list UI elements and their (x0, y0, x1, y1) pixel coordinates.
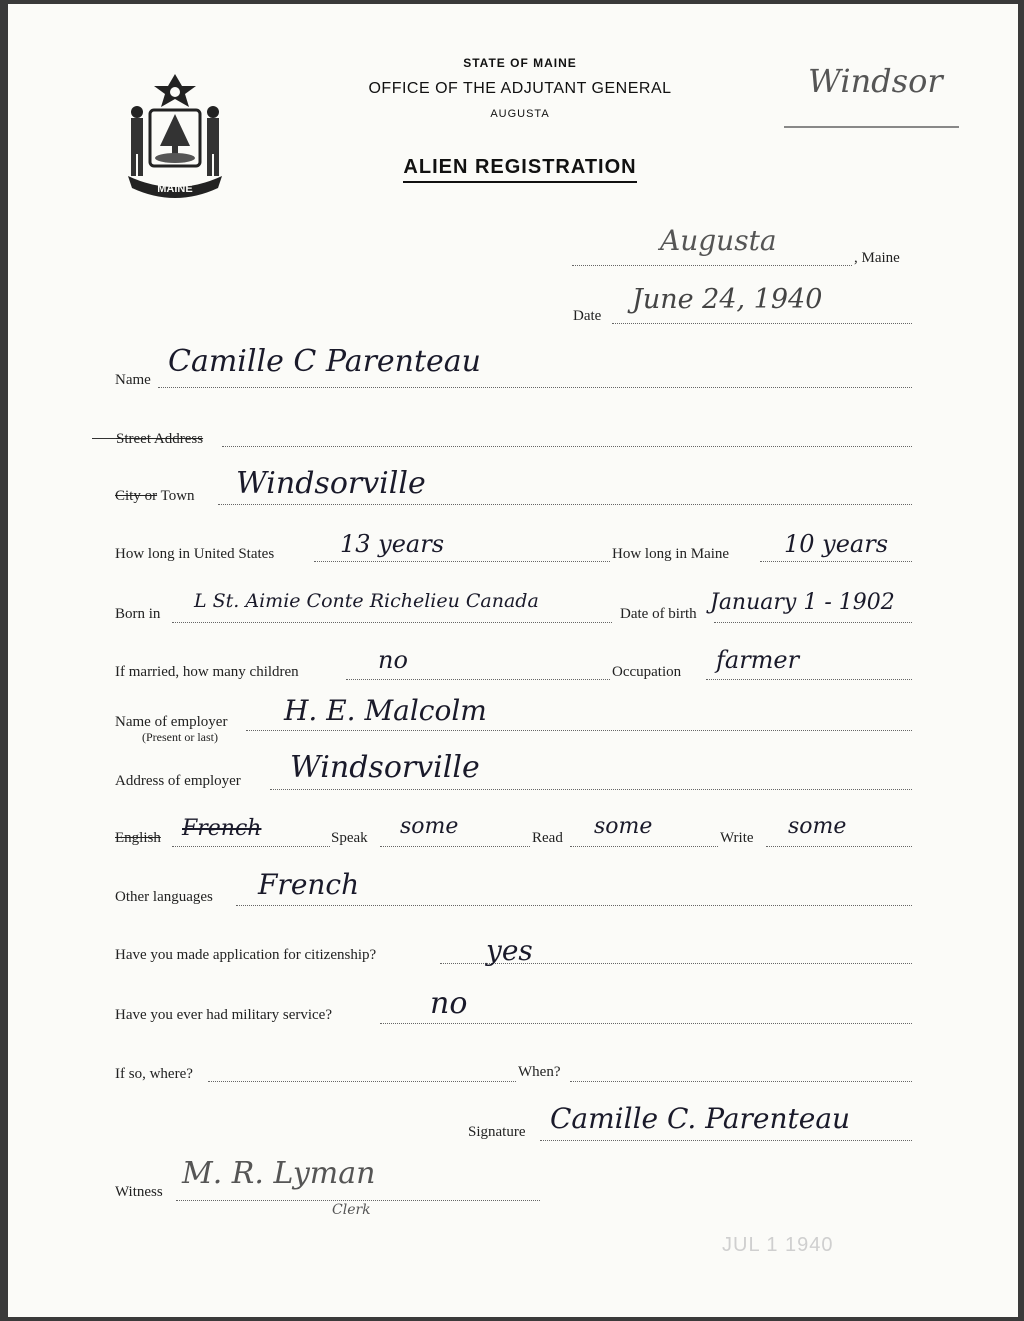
speak-value: some (400, 814, 459, 839)
us-years-value: 13 years (340, 530, 445, 558)
birth-date-label: Date of birth (620, 606, 697, 622)
employer-label: Name of employer (115, 714, 228, 730)
military-line (380, 1023, 912, 1024)
employer-address-value: Windsorville (290, 750, 480, 785)
witness-title: Clerk (332, 1202, 371, 1218)
us-years-label: How long in United States (115, 546, 275, 562)
military-label: Have you ever had military service? (115, 1007, 332, 1023)
us-years-line (314, 561, 610, 562)
name-line (158, 387, 912, 388)
date-line (612, 323, 912, 324)
header-office: OFFICE OF THE ADJUTANT GENERAL (368, 80, 672, 97)
form-title (8, 156, 1024, 179)
town-label-text: Town (160, 488, 195, 504)
street-line (222, 446, 912, 447)
born-in-label: Born in (115, 606, 161, 622)
french-struck: French (182, 816, 262, 841)
speak-line (380, 846, 530, 847)
signature-label: Signature (468, 1124, 526, 1140)
employer-value: H. E. Malcolm (284, 694, 487, 727)
citizenship-value: yes (486, 934, 533, 967)
city-struck: City or (115, 488, 158, 504)
write-line (766, 846, 912, 847)
form-title-text: ALIEN REGISTRATION (403, 156, 636, 183)
other-languages-line (236, 905, 912, 906)
when-label: When? (518, 1064, 561, 1080)
read-label: Read (532, 830, 563, 846)
town-label (115, 488, 195, 505)
seal-text: MAINE (157, 183, 193, 195)
write-value: some (788, 814, 847, 839)
military-value: no (430, 986, 468, 1021)
birth-date-line (714, 622, 912, 623)
maine-years-label: How long in Maine (612, 546, 730, 562)
signature-line (540, 1140, 912, 1141)
place-value: Augusta (660, 224, 777, 257)
occupation-line (706, 679, 912, 680)
street-dash (92, 438, 116, 439)
name-label: Name (115, 372, 151, 388)
signature-value: Camille C. Parenteau (550, 1102, 851, 1135)
speak-label: Speak (331, 830, 368, 846)
received-stamp: JUL 1 1940 (722, 1234, 834, 1256)
born-in-value: L St. Aimie Conte Richelieu Canada (194, 590, 539, 612)
place-line (572, 265, 852, 266)
name-value: Camille C Parenteau (168, 344, 482, 379)
occupation-value: farmer (716, 646, 800, 674)
town-line (218, 504, 912, 505)
date-value: June 24, 1940 (632, 284, 823, 315)
english-label: English (115, 830, 161, 846)
corner-underline (784, 126, 959, 128)
maine-years-line (760, 561, 912, 562)
when-line (570, 1081, 912, 1082)
town-value: Windsorville (236, 466, 426, 501)
witness-value: M. R. Lyman (182, 1156, 376, 1191)
witness-label: Witness (115, 1184, 163, 1200)
header-city: AUGUSTA (490, 108, 550, 120)
birth-date-value: January 1 - 1902 (710, 590, 895, 615)
employer-address-line (270, 789, 912, 790)
read-value: some (594, 814, 653, 839)
citizenship-label: Have you made application for citizenship? (115, 947, 377, 963)
children-value: no (378, 646, 408, 674)
header-state: STATE OF MAINE (463, 56, 577, 70)
date-label: Date (573, 308, 602, 324)
other-languages-value: French (258, 868, 360, 901)
read-line (570, 846, 718, 847)
employer-line (246, 730, 912, 731)
where-line (208, 1081, 516, 1082)
where-label: If so, where? (115, 1066, 193, 1082)
document-page (8, 4, 1018, 1317)
employer-address-label: Address of employer (115, 773, 241, 789)
write-label: Write (720, 830, 754, 846)
street-label: Street Address (116, 431, 204, 447)
occupation-label: Occupation (612, 664, 682, 680)
children-line (346, 679, 610, 680)
employer-sublabel: (Present or last) (142, 730, 218, 744)
corner-note: Windsor (808, 62, 943, 100)
maine-years-value: 10 years (784, 530, 889, 558)
other-languages-label: Other languages (115, 889, 213, 905)
place-suffix: , Maine (854, 250, 900, 266)
born-in-line (172, 622, 612, 623)
english-line (172, 846, 330, 847)
children-label: If married, how many children (115, 664, 299, 680)
witness-line (176, 1200, 540, 1201)
